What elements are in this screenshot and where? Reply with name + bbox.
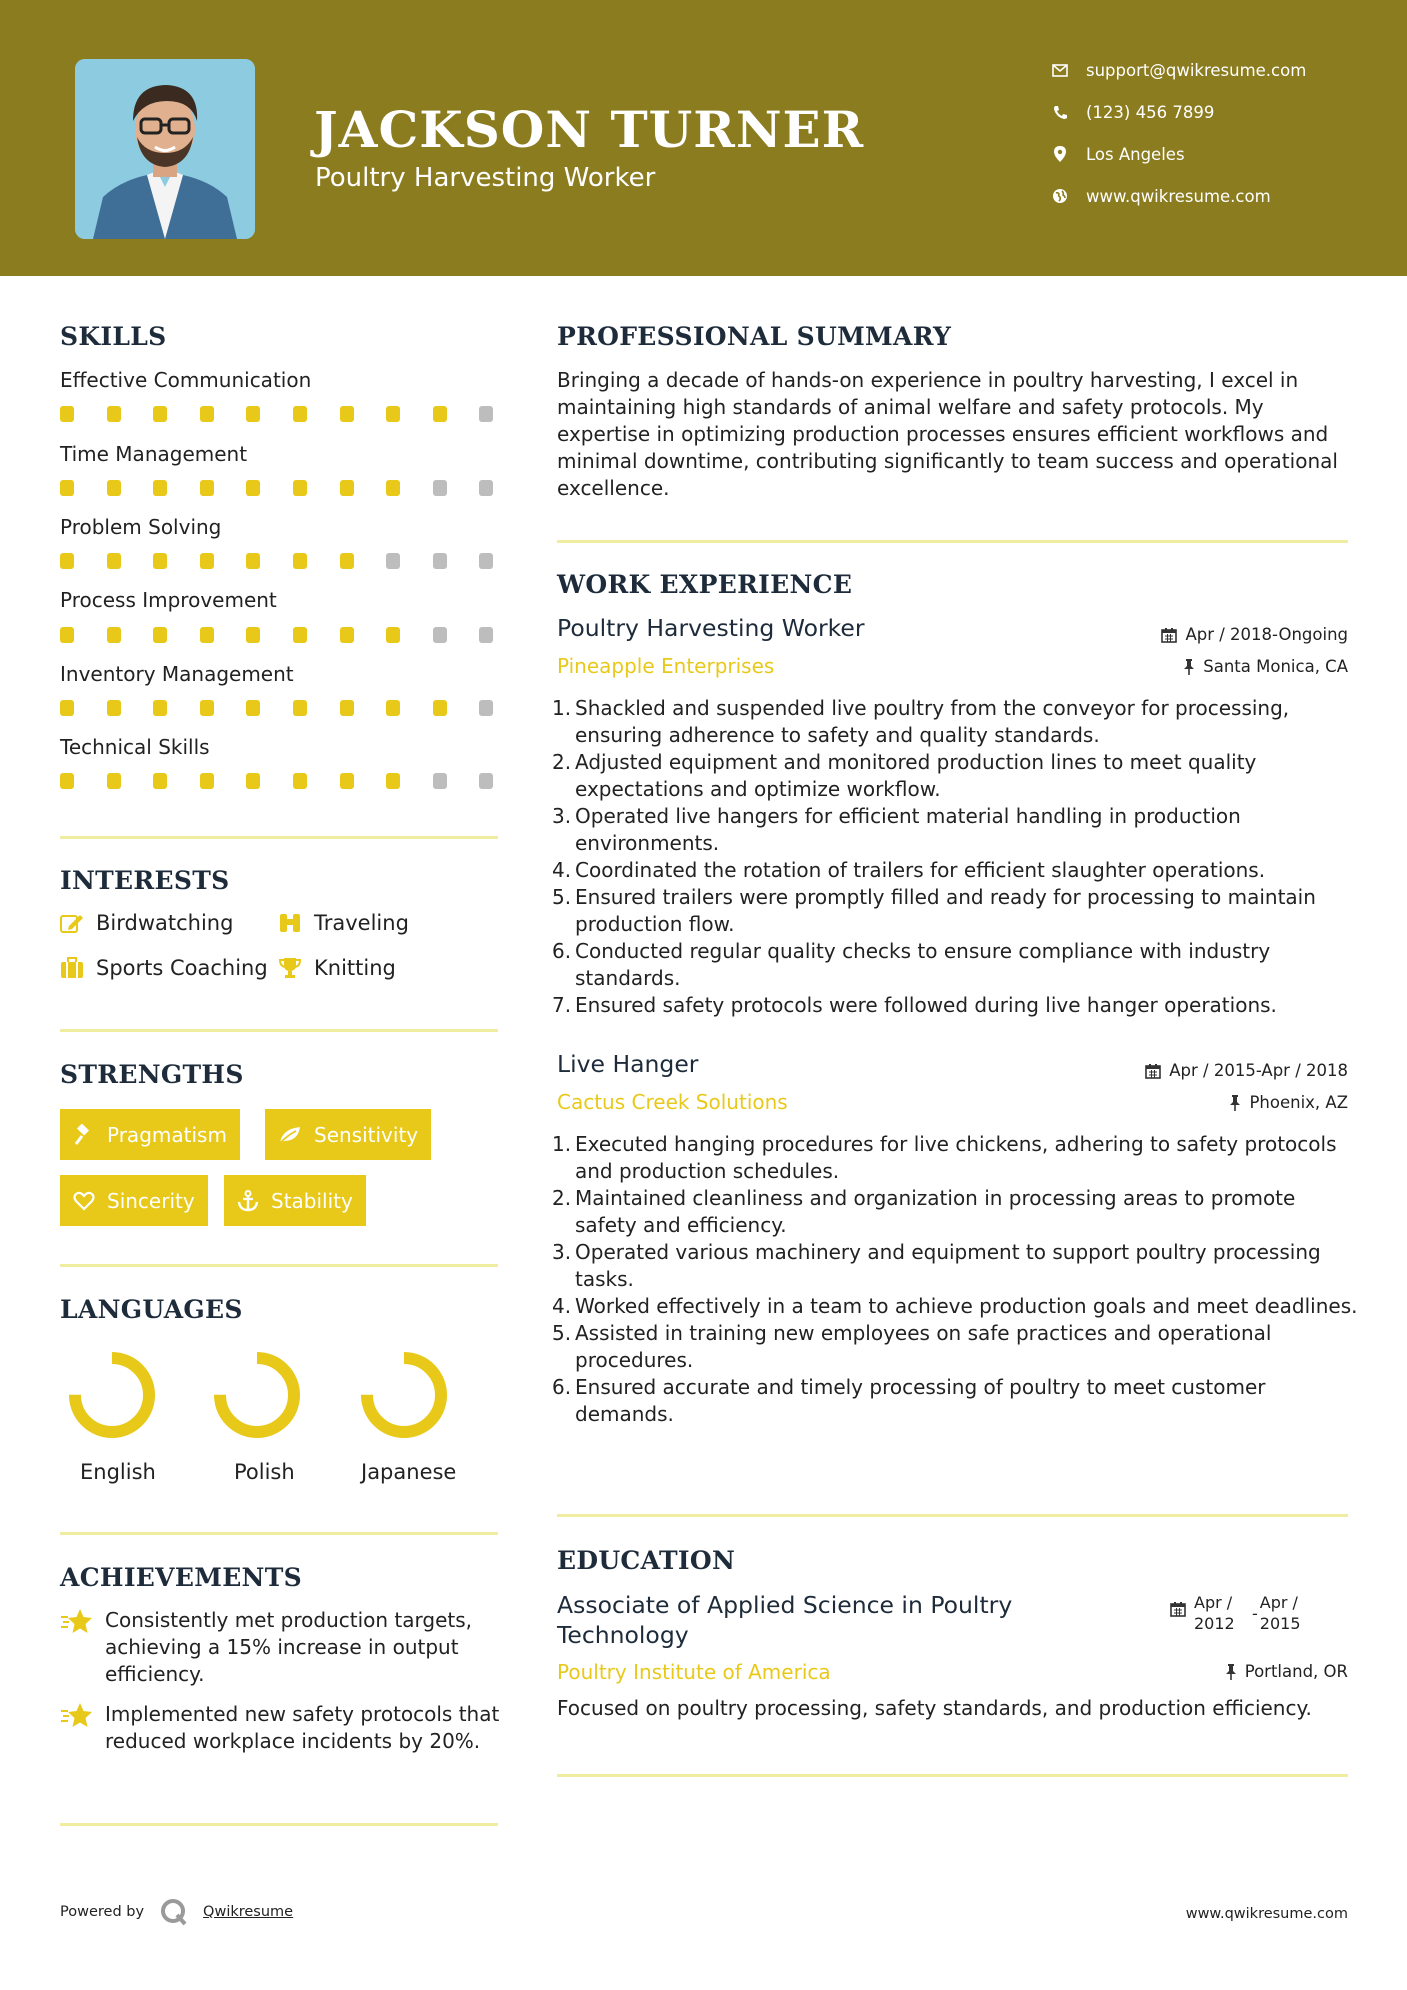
contact-email[interactable]: [1050, 55, 1306, 85]
language-gauge: [212, 1350, 302, 1444]
job-bullet: 3. Operated various machinery and equipment to support poultry processing tasks.: [552, 1239, 1362, 1293]
star-icon: [60, 1701, 94, 1729]
job-title: Poultry Harvesting Worker: [557, 614, 865, 642]
rating-dot-filled: [386, 406, 400, 422]
rating-dot-filled: [433, 406, 447, 422]
contact-website[interactable]: [1050, 181, 1271, 211]
interests-heading: INTERESTS: [60, 866, 230, 895]
rating-dot-filled: [293, 773, 307, 789]
rating-dot-empty: [479, 480, 493, 496]
job-location-text: Santa Monica, CA: [1203, 657, 1348, 676]
job-bullet: 2. Maintained cleanliness and organization in processing areas to promote safety and efficiency.: [552, 1185, 1362, 1239]
languages-heading: LANGUAGES: [60, 1295, 243, 1324]
skill-name: Process Improvement: [60, 588, 277, 612]
calendar-icon: [1170, 1601, 1186, 1617]
trophy-icon: [278, 957, 302, 979]
job-bullet: 1. Shackled and suspended live poultry from the conveyor for processing, ensuring adherence to safety and quality standards.: [552, 695, 1362, 749]
rating-dot-filled: [246, 480, 260, 496]
rating-dot-empty: [479, 553, 493, 569]
rating-dot-filled: [153, 406, 167, 422]
strength-label: Sensitivity: [314, 1122, 419, 1147]
rating-dot-filled: [293, 406, 307, 422]
rating-dot-filled: [340, 553, 354, 569]
interest-item: [278, 911, 409, 935]
calendar-icon: [1145, 1063, 1161, 1079]
rating-dot-filled: [293, 553, 307, 569]
rating-dot-filled: [293, 700, 307, 716]
section-divider: [60, 1264, 498, 1267]
interest-item: [60, 911, 233, 935]
job-bullet-text: Conducted regular quality checks to ensure compliance with industry standards.: [575, 939, 1271, 990]
leaf-icon: [278, 1125, 302, 1145]
interest-item: [60, 956, 268, 980]
map-pin-icon: [1050, 144, 1070, 164]
skills-heading: SKILLS: [60, 322, 167, 351]
language-name: English: [80, 1460, 156, 1484]
interest-label: Sports Coaching: [96, 956, 268, 980]
degree-title: Associate of Applied Science in Poultry Technology: [557, 1591, 1013, 1649]
rating-dot-filled: [107, 627, 121, 643]
school-name: Poultry Institute of America: [557, 1660, 831, 1684]
globe-icon: [1050, 186, 1070, 206]
rating-dot-filled: [246, 627, 260, 643]
rating-dot-filled: [200, 773, 214, 789]
job-dates: [1161, 625, 1348, 644]
rating-dot-filled: [60, 627, 74, 643]
section-divider: [60, 1029, 498, 1032]
rating-dot-filled: [153, 553, 167, 569]
date-separator: -: [1252, 1604, 1258, 1623]
profile-photo: [75, 59, 255, 239]
binoculars-icon: [278, 912, 302, 934]
education-dates: [1170, 1592, 1310, 1634]
rating-dot-filled: [340, 406, 354, 422]
strength-badge: [224, 1175, 366, 1226]
job-bullet-text: Assisted in training new employees on safe practices and operational procedures.: [575, 1321, 1272, 1372]
contact-phone[interactable]: [1050, 97, 1214, 127]
rating-dot-empty: [433, 773, 447, 789]
section-divider: [60, 836, 498, 839]
phone-icon: [1050, 102, 1070, 122]
strength-badge: [60, 1109, 240, 1160]
job-bullet: 4. Coordinated the rotation of trailers for efficient slaughter operations.: [552, 858, 1266, 882]
job-bullet-text: Worked effectively in a team to achieve production goals and meet deadlines.: [575, 1294, 1358, 1318]
rating-dot-filled: [107, 553, 121, 569]
job-bullet: 5. Assisted in training new employees on safe practices and operational procedures.: [552, 1320, 1362, 1374]
education-location-text: Portland, OR: [1244, 1662, 1348, 1681]
strength-label: Pragmatism: [107, 1122, 227, 1147]
rating-dot-filled: [153, 773, 167, 789]
rating-dot-filled: [60, 480, 74, 496]
pushpin-icon: [1229, 1095, 1241, 1111]
achievement-text: Consistently met production targets, achieving a 15% increase in output efficiency.: [105, 1608, 473, 1686]
job-title: Live Hanger: [557, 1050, 699, 1078]
rating-dot-filled: [293, 627, 307, 643]
rating-dot-filled: [153, 480, 167, 496]
job-bullet: 1. Executed hanging procedures for live chickens, adhering to safety protocols and production schedules.: [552, 1131, 1362, 1185]
strength-badge: [265, 1109, 431, 1160]
rating-dot-filled: [293, 480, 307, 496]
rating-dot-empty: [433, 553, 447, 569]
rating-dot-filled: [200, 480, 214, 496]
gavel-icon: [73, 1124, 95, 1146]
skill-name: Inventory Management: [60, 662, 294, 686]
rating-dot-empty: [433, 627, 447, 643]
language-gauge: [67, 1350, 157, 1444]
job-bullet: 5. Ensured trailers were promptly filled and ready for processing to maintain production flow.: [552, 884, 1362, 938]
rating-dot-filled: [200, 406, 214, 422]
job-bullet: 2. Adjusted equipment and monitored production lines to meet quality expectations and optimize workflow.: [552, 749, 1362, 803]
rating-dot-filled: [386, 700, 400, 716]
job-location-text: Phoenix, AZ: [1249, 1093, 1348, 1112]
job-bullet: 6. Conducted regular quality checks to ensure compliance with industry standards.: [552, 938, 1362, 992]
interest-label: Birdwatching: [96, 911, 234, 935]
rating-dot-filled: [153, 700, 167, 716]
footer-url[interactable]: www.qwikresume.com: [1185, 1906, 1348, 1922]
job-bullet-text: Executed hanging procedures for live chickens, adhering to safety protocols and production schedules.: [575, 1132, 1337, 1183]
language-level-arc: [220, 1358, 294, 1432]
experience-heading: WORK EXPERIENCE: [557, 570, 853, 599]
contact-phone-text: (123) 456 7899: [1086, 102, 1215, 122]
job-bullet-text: Ensured trailers were promptly filled and ready for processing to maintain production flow.: [575, 885, 1316, 936]
rating-dot-filled: [433, 700, 447, 716]
section-divider: [557, 540, 1348, 543]
star-icon: [60, 1607, 94, 1635]
rating-dot-filled: [60, 406, 74, 422]
header: [0, 0, 1407, 276]
job-location: [1183, 657, 1348, 676]
pushpin-icon: [1225, 1664, 1237, 1680]
rating-dot-filled: [60, 700, 74, 716]
section-divider: [557, 1514, 1348, 1517]
strength-badge: [60, 1175, 208, 1226]
job-bullet-text: Ensured accurate and timely processing of poultry to meet customer demands.: [575, 1375, 1266, 1426]
anchor-icon: [237, 1190, 259, 1212]
rating-dot-empty: [479, 406, 493, 422]
job-bullet-text: Adjusted equipment and monitored production lines to meet quality expectations and optimize workflow.: [575, 750, 1257, 801]
skill-name: Problem Solving: [60, 515, 222, 539]
skill-name: Technical Skills: [60, 735, 210, 759]
envelope-icon: [1050, 60, 1070, 80]
language-gauge: [359, 1350, 449, 1444]
section-divider: [557, 1774, 1348, 1777]
calendar-icon: [1161, 627, 1177, 643]
rating-dot-filled: [340, 480, 354, 496]
language-name: Japanese: [361, 1460, 457, 1484]
interest-label: Traveling: [314, 911, 409, 935]
rating-dot-empty: [479, 627, 493, 643]
job-dates-text: Apr / 2018-Ongoing: [1185, 625, 1348, 644]
achievements-heading: ACHIEVEMENTS: [60, 1563, 302, 1592]
job-bullet: 7. Ensured safety protocols were followed during live hanger operations.: [552, 993, 1277, 1017]
pencil-icon: [60, 912, 84, 934]
rating-dot-filled: [107, 700, 121, 716]
rating-dot-filled: [246, 406, 260, 422]
qwikresume-link[interactable]: Qwikresume: [203, 1904, 294, 1920]
job-location: [1229, 1093, 1348, 1112]
job-bullet-text: Coordinated the rotation of trailers for efficient slaughter operations.: [575, 858, 1266, 882]
rating-dot-empty: [479, 773, 493, 789]
education-location: [1225, 1662, 1348, 1681]
section-divider: [60, 1823, 498, 1826]
job-dates-text: Apr / 2015-Apr / 2018: [1169, 1061, 1348, 1080]
rating-dot-filled: [386, 627, 400, 643]
rating-dot-filled: [200, 553, 214, 569]
rating-dot-filled: [107, 406, 121, 422]
contact-location-text: Los Angeles: [1086, 144, 1185, 164]
education-start: Apr / 2012: [1194, 1593, 1235, 1633]
strengths-heading: STRENGTHS: [60, 1060, 244, 1089]
rating-dot-filled: [153, 627, 167, 643]
heart-icon: [73, 1191, 95, 1211]
rating-dot-filled: [60, 553, 74, 569]
summary-heading: PROFESSIONAL SUMMARY: [557, 322, 952, 351]
job-bullets: [552, 1131, 1362, 1428]
language-name: Polish: [234, 1460, 295, 1484]
language-level-arc: [367, 1358, 441, 1432]
summary-text: Bringing a decade of hands-on experience in poultry harvesting, I excel in maintaining high standards of animal welfare and safety protocols. My expertise in optimizing production processes ensures efficient workflows and minimal downtime, contributing significantly to team success and operational excellence.: [557, 368, 1338, 500]
job-bullet-text: Operated live hangers for efficient material handling in production environments.: [575, 804, 1241, 855]
job-bullet-text: Shackled and suspended live poultry from the conveyor for processing, ensuring adherence to safety and quality standards.: [575, 696, 1290, 747]
rating-dot-filled: [340, 773, 354, 789]
rating-dot-filled: [107, 480, 121, 496]
achievement-text: Implemented new safety protocols that reduced workplace incidents by 20%.: [105, 1702, 500, 1753]
interest-label: Knitting: [314, 956, 396, 980]
rating-dot-filled: [200, 700, 214, 716]
rating-dot-empty: [386, 553, 400, 569]
powered-by-text: Powered by: [60, 1904, 145, 1920]
job-bullet: 3. Operated live hangers for efficient material handling in production environments.: [552, 803, 1362, 857]
briefcase-icon: [60, 957, 84, 979]
rating-dot-filled: [386, 773, 400, 789]
company-name: Pineapple Enterprises: [557, 654, 775, 678]
rating-dot-filled: [246, 553, 260, 569]
contact-website-text: www.qwikresume.com: [1086, 186, 1271, 206]
rating-dot-filled: [340, 627, 354, 643]
qwikresume-logo-icon: [159, 1897, 189, 1927]
rating-dot-filled: [200, 627, 214, 643]
contact-location: [1050, 139, 1185, 169]
job-bullet: 6. Ensured accurate and timely processing of poultry to meet customer demands.: [552, 1374, 1362, 1428]
education-description: Focused on poultry processing, safety standards, and production efficiency.: [557, 1696, 1312, 1720]
education-end: Apr / 2015: [1259, 1593, 1301, 1633]
rating-dot-filled: [386, 480, 400, 496]
strength-label: Sincerity: [107, 1188, 195, 1213]
rating-dot-filled: [340, 700, 354, 716]
rating-dot-filled: [107, 773, 121, 789]
candidate-name: JACKSON TURNER: [314, 100, 865, 159]
rating-dot-filled: [60, 773, 74, 789]
job-dates: [1145, 1061, 1348, 1080]
contact-email-text: support@qwikresume.com: [1086, 60, 1307, 80]
candidate-title: Poultry Harvesting Worker: [315, 163, 656, 193]
pushpin-icon: [1183, 659, 1195, 675]
job-bullets: [552, 695, 1362, 1019]
education-heading: EDUCATION: [557, 1546, 736, 1575]
language-level-arc: [75, 1358, 149, 1432]
rating-dot-empty: [479, 700, 493, 716]
strength-label: Stability: [271, 1188, 353, 1213]
company-name: Cactus Creek Solutions: [557, 1090, 788, 1114]
job-bullet-text: Ensured safety protocols were followed during live hanger operations.: [575, 993, 1277, 1017]
job-bullet-text: Operated various machinery and equipment to support poultry processing tasks.: [575, 1240, 1321, 1291]
rating-dot-empty: [433, 480, 447, 496]
rating-dot-filled: [246, 700, 260, 716]
section-divider: [60, 1532, 498, 1535]
footer-powered-by: [60, 1897, 293, 1927]
interest-item: [278, 956, 396, 980]
rating-dot-filled: [246, 773, 260, 789]
job-bullet-text: Maintained cleanliness and organization in processing areas to promote safety and efficiency.: [575, 1186, 1296, 1237]
skill-name: Effective Communication: [60, 368, 312, 392]
skill-name: Time Management: [60, 442, 248, 466]
job-bullet: 4. Worked effectively in a team to achieve production goals and meet deadlines.: [552, 1294, 1358, 1318]
